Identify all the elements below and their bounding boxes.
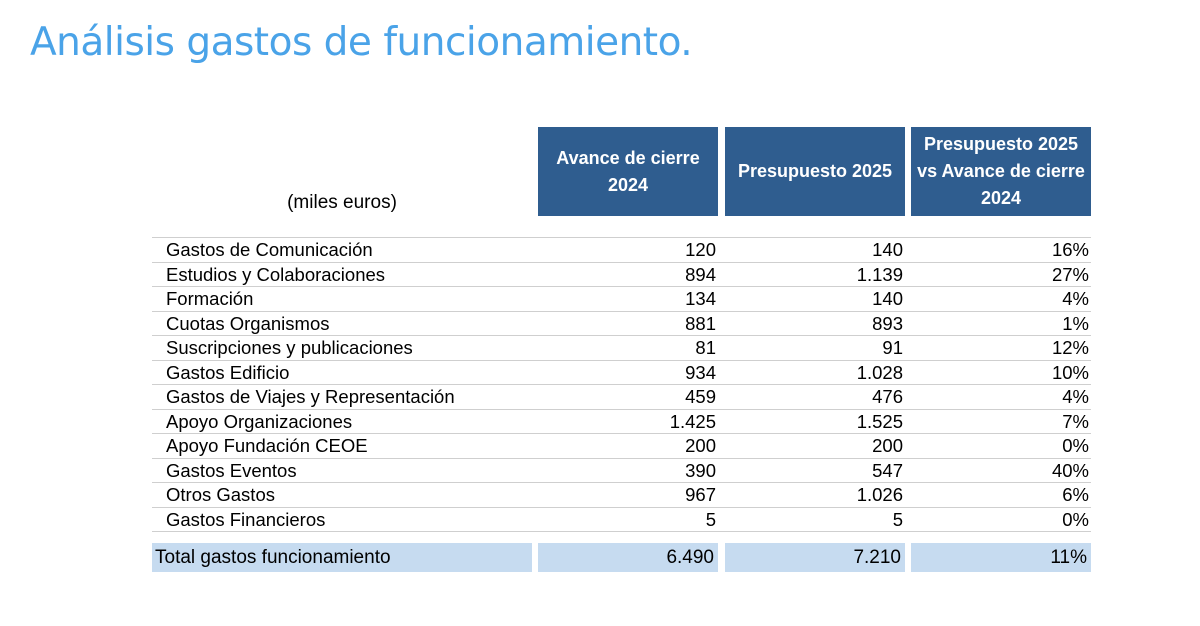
row-avance-cierre-2024: 5 [705,508,716,530]
table-row [152,384,1091,409]
total-label: Total gastos funcionamiento [152,543,532,572]
row-presupuesto-2025: 1.028 [856,361,903,383]
row-variacion: 7% [1062,410,1089,432]
row-avance-cierre-2024: 390 [685,459,716,481]
row-label: Otros Gastos [166,484,275,505]
row-label: Estudios y Colaboraciones [166,263,386,285]
units-label: (miles euros) [287,192,397,213]
header-presupuesto-2025: Presupuesto 2025 [725,127,905,216]
row-avance-cierre-2024: 894 [685,263,716,285]
row-label: Gastos de Comunicación [166,239,373,260]
header-avance-cierre-2024: Avance de cierre 2024 [538,127,718,216]
row-label: Gastos Eventos [166,459,297,481]
row-presupuesto-2025: 1.026 [856,484,903,505]
page-title: Análisis gastos de funcionamiento. [30,20,693,65]
row-label: Apoyo Organizaciones [166,410,353,432]
row-presupuesto-2025: 1.139 [856,263,903,285]
total-presupuesto-2025: 7.210 [725,543,905,572]
row-presupuesto-2025: 140 [872,288,903,309]
row-presupuesto-2025: 140 [872,239,903,260]
row-presupuesto-2025: 476 [872,386,903,407]
row-variacion: 27% [1051,263,1089,285]
row-label: Suscripciones y publicaciones [166,337,413,358]
row-variacion: 40% [1051,459,1089,481]
row-variacion: 0% [1062,435,1089,456]
table-row [152,458,1091,483]
table-row [152,507,1091,533]
row-avance-cierre-2024: 120 [685,239,716,260]
row-label: Gastos de Viajes y Representación [166,386,455,407]
total-avance-cierre-2024: 6.490 [538,543,718,572]
table-row [152,262,1091,287]
table-row [152,482,1091,507]
row-variacion: 1% [1062,312,1089,334]
table-row [152,286,1091,311]
row-avance-cierre-2024: 934 [685,361,716,383]
table-row [152,335,1091,360]
row-variacion: 0% [1062,508,1089,530]
row-variacion: 4% [1062,288,1089,309]
total-variacion: 11% [911,543,1091,572]
table-row [152,433,1091,458]
row-label: Gastos Edificio [166,361,290,383]
row-label: Cuotas Organismos [166,312,330,334]
row-label: Formación [166,288,254,309]
row-variacion: 4% [1062,386,1089,407]
row-avance-cierre-2024: 1.425 [669,410,716,432]
row-variacion: 16% [1051,239,1089,260]
table-row [152,360,1091,385]
expense-table [152,237,1091,532]
table-row [152,409,1091,434]
row-presupuesto-2025: 893 [872,312,903,334]
row-presupuesto-2025: 547 [872,459,903,481]
row-avance-cierre-2024: 881 [685,312,716,334]
row-label: Apoyo Fundación CEOE [166,435,368,456]
row-presupuesto-2025: 200 [872,435,903,456]
table-row [152,311,1091,336]
row-presupuesto-2025: 91 [882,337,903,358]
row-variacion: 12% [1051,337,1089,358]
row-variacion: 6% [1062,484,1089,505]
row-variacion: 10% [1051,361,1089,383]
header-variacion: Presupuesto 2025 vs Avance de cierre 2024 [911,127,1091,216]
row-avance-cierre-2024: 967 [685,484,716,505]
row-avance-cierre-2024: 200 [685,435,716,456]
row-presupuesto-2025: 1.525 [856,410,903,432]
row-avance-cierre-2024: 134 [685,288,716,309]
row-label: Gastos Financieros [166,508,326,530]
row-avance-cierre-2024: 81 [695,337,716,358]
table-row [152,237,1091,262]
row-avance-cierre-2024: 459 [685,386,716,407]
row-presupuesto-2025: 5 [892,508,903,530]
